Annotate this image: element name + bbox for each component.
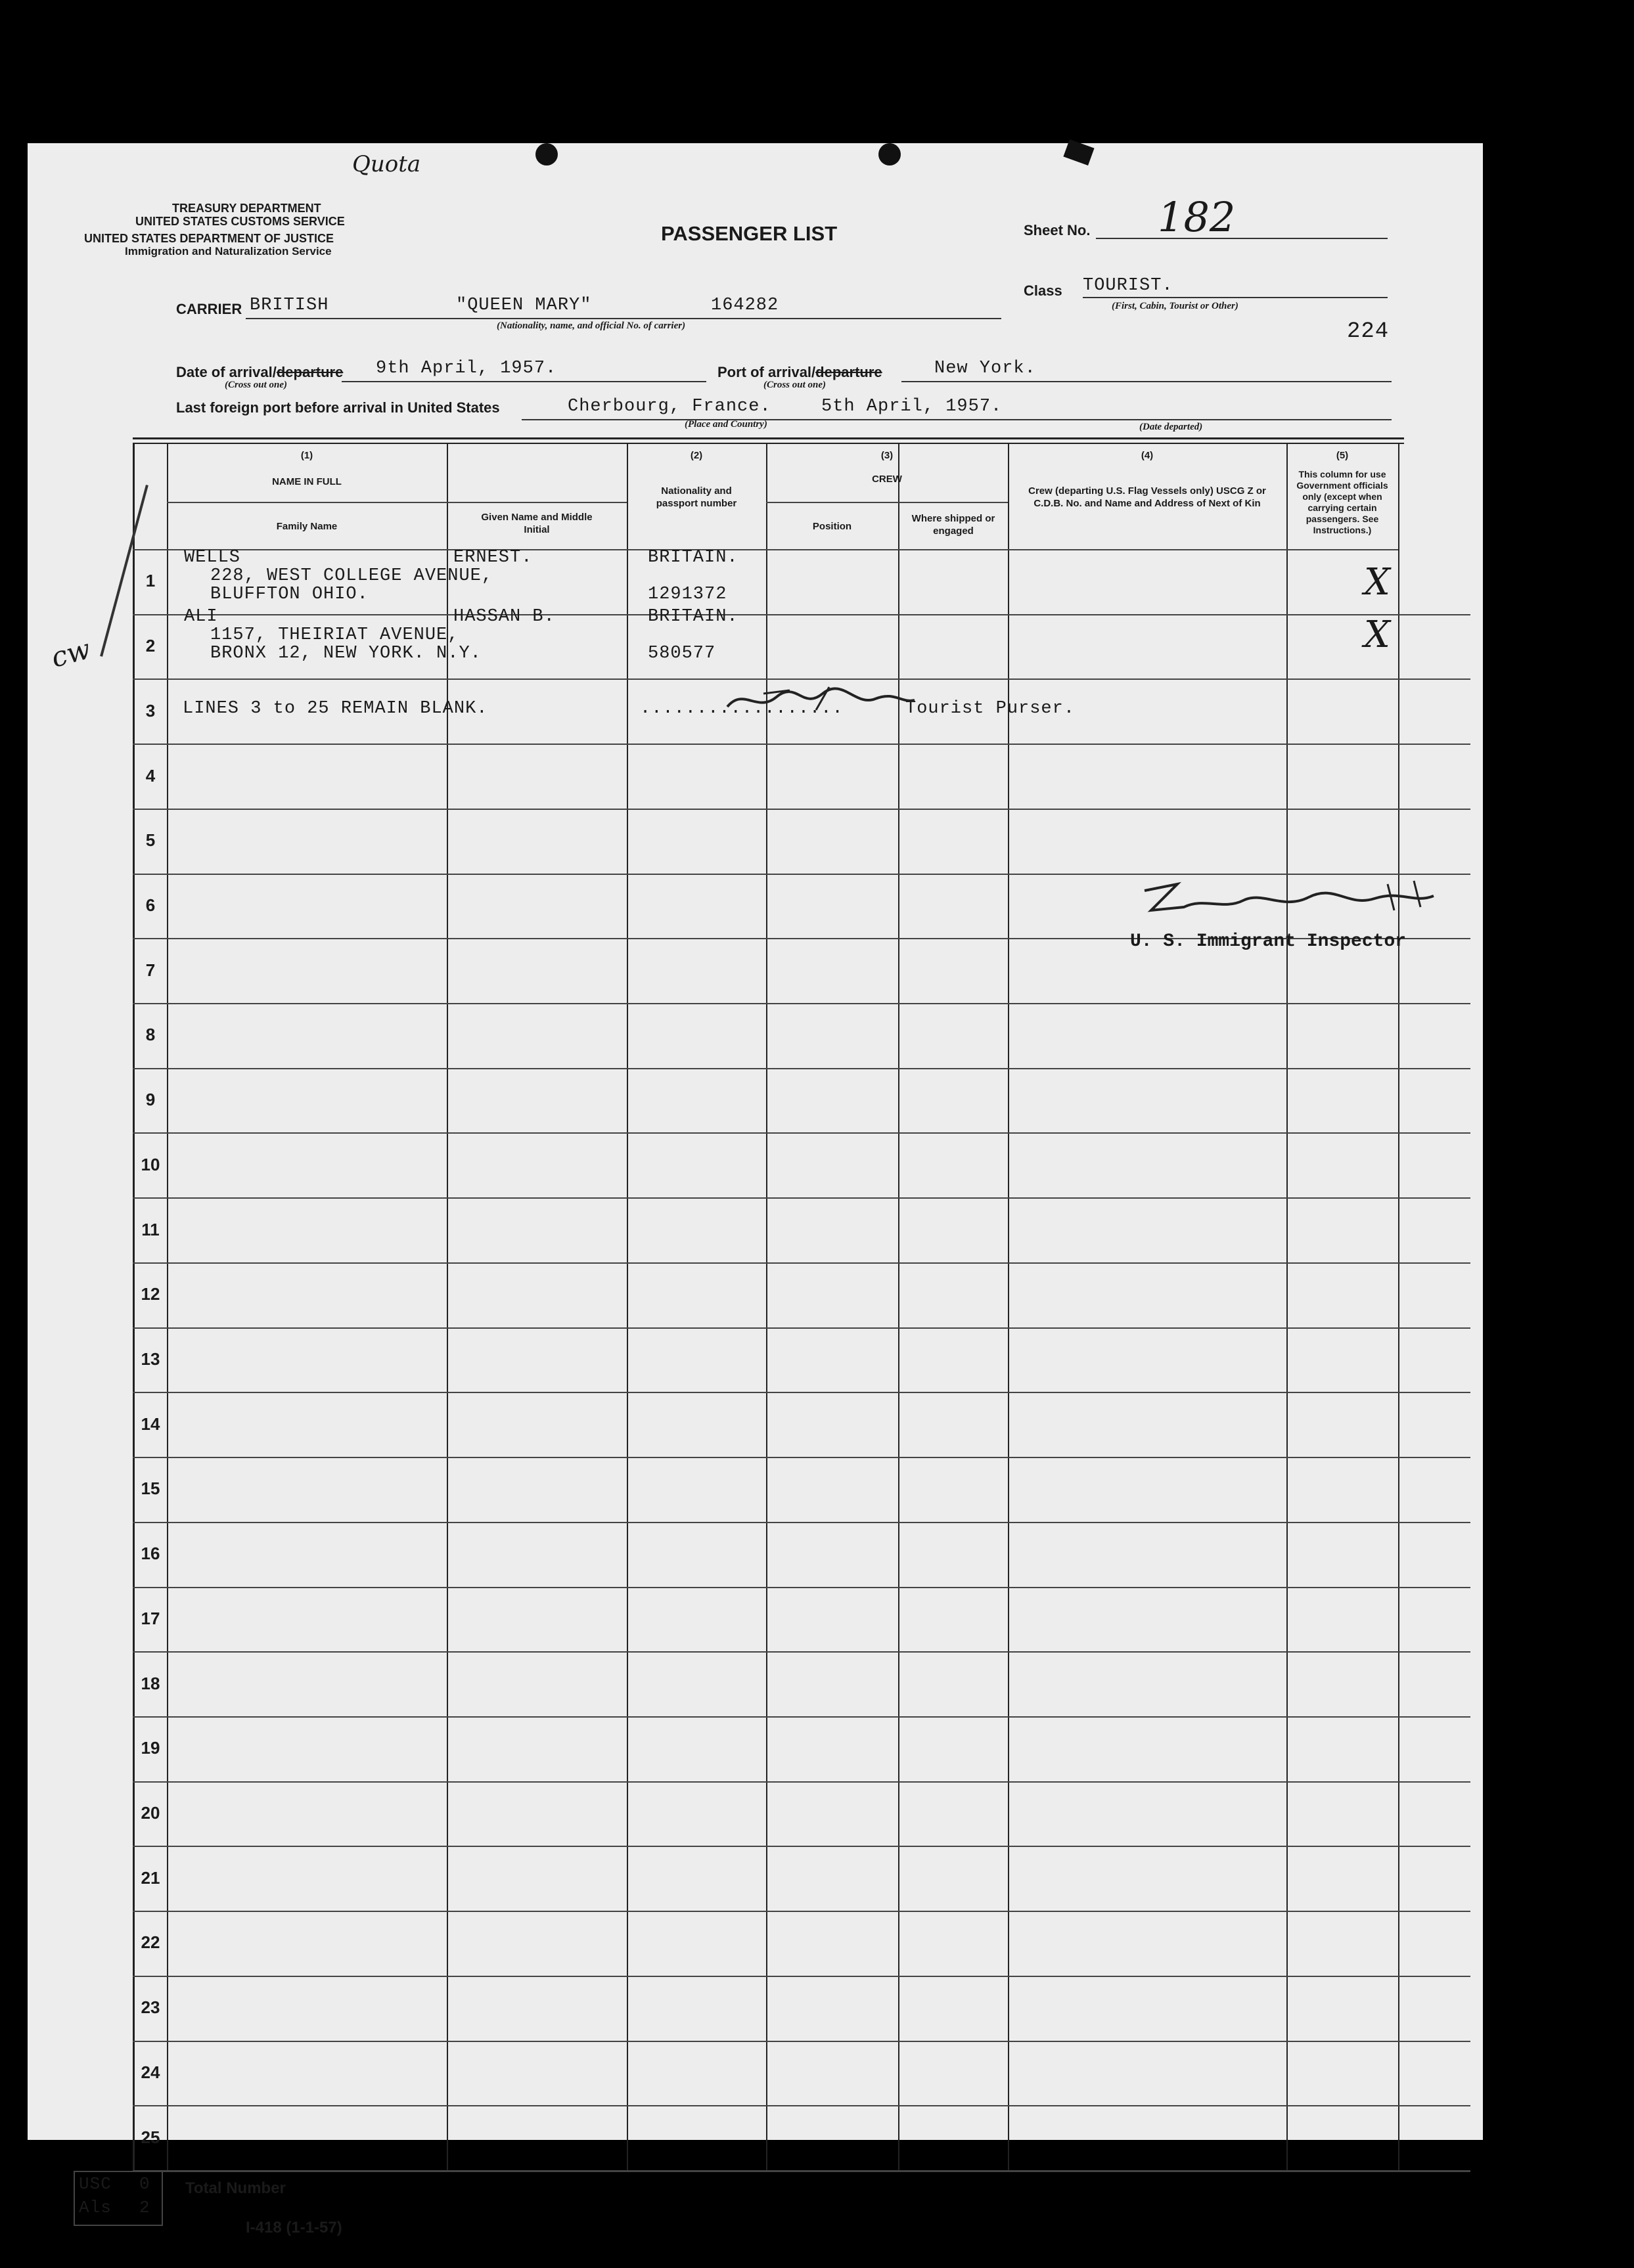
port-label-departure: departure [815, 364, 882, 380]
row-divider [133, 744, 1470, 745]
class-value: TOURIST. [1083, 276, 1173, 296]
row-number: 6 [145, 895, 156, 915]
row-number: 13 [141, 1349, 160, 1369]
table-line [133, 549, 1398, 550]
row-divider [133, 1262, 1470, 1264]
row-number: 10 [141, 1154, 160, 1174]
header-rule [133, 437, 1404, 439]
entry-1-x-mark: X [1364, 561, 1390, 604]
purser-title: Tourist Purser. [905, 699, 1076, 719]
agency-line-3: UNITED STATES DEPARTMENT OF JUSTICE [84, 232, 334, 245]
row-divider [133, 1392, 1470, 1393]
inspector-title: U. S. Immigrant Inspector [1130, 931, 1407, 952]
col5-title: This column for use Government officials only (except when carrying certain passengers. See Instructions.) [1296, 469, 1388, 535]
agency-line-1: TREASURY DEPARTMENT [172, 202, 321, 215]
col4-num: (4) [1141, 450, 1154, 461]
col3-title: CREW [872, 474, 902, 485]
inspector-signature [1138, 871, 1473, 923]
form-code: I-418 (1-1-57) [246, 2219, 342, 2236]
lastport-label: Last foreign port before arrival in United States [176, 399, 500, 416]
entry-2-given: HASSAN B. [453, 607, 555, 627]
entry-2-family: ALI [184, 607, 218, 627]
row-number: 9 [145, 1090, 156, 1110]
row-number: 18 [141, 1673, 160, 1693]
entry-1-given: ERNEST. [453, 548, 533, 567]
row-divider [133, 1846, 1470, 1847]
row-number: 2 [145, 636, 156, 656]
departed-note: (Date departed) [1139, 422, 1203, 432]
form-title: PASSENGER LIST [661, 222, 838, 245]
port-label-arrival: Port of arrival/ [717, 364, 816, 380]
sheet-number-handwritten: 182 [1158, 193, 1236, 241]
quota-handwriting: Quota [352, 151, 421, 177]
als-value: 2 [139, 2198, 150, 2217]
carrier-note: (Nationality, name, and official No. of carrier) [497, 321, 686, 331]
carrier-nationality: BRITISH [250, 296, 329, 315]
row-number: 12 [141, 1284, 160, 1304]
stamp-number: 224 [1347, 319, 1390, 344]
punch-hole [535, 143, 558, 166]
lastport-underline [522, 419, 1392, 420]
col2-num: (2) [690, 450, 703, 461]
entry-1-family: WELLS [184, 548, 241, 567]
als-label: Als [79, 2198, 112, 2217]
row-number: 21 [141, 1867, 160, 1888]
entry-2-address-2: BRONX 12, NEW YORK. N.Y. [210, 644, 482, 663]
row-divider [133, 1651, 1470, 1653]
usc-value: 0 [139, 2174, 150, 2194]
carrier-name: "QUEEN MARY" [456, 296, 592, 315]
table-line [766, 502, 1008, 503]
header-rule [133, 443, 1404, 444]
col5-num: (5) [1336, 450, 1349, 461]
row-divider [133, 1457, 1470, 1458]
row-number: 25 [141, 2127, 160, 2147]
row-divider [133, 1197, 1470, 1199]
row-number: 16 [141, 1544, 160, 1564]
carrier-label: CARRIER [176, 301, 242, 317]
row-number: 3 [145, 700, 156, 721]
date-note: (Cross out one) [225, 380, 288, 390]
sheet-label: Sheet No. [1024, 222, 1091, 238]
class-note: (First, Cabin, Tourist or Other) [1112, 301, 1238, 311]
row-number: 11 [141, 1219, 160, 1239]
row-divider [133, 809, 1470, 810]
agency-line-4: Immigration and Naturalization Service [125, 245, 332, 257]
row-number: 23 [141, 1997, 160, 2018]
row-divider [133, 1781, 1470, 1783]
table-line [167, 502, 627, 503]
row-number: 5 [145, 830, 156, 851]
departed-value: 5th April, 1957. [821, 397, 1003, 416]
entry-1-nationality: BRITAIN. [648, 548, 738, 567]
col1-title: NAME IN FULL [272, 476, 342, 487]
row-divider [133, 1003, 1470, 1004]
port-value: New York. [934, 359, 1036, 378]
lines-blank-remark: LINES 3 to 25 REMAIN BLANK. [183, 699, 488, 719]
col3-num: (3) [880, 450, 894, 461]
row-number: 7 [145, 960, 156, 980]
torn-corner [1063, 139, 1094, 166]
lastport-note: (Place and Country) [685, 419, 767, 430]
document-page [28, 143, 1483, 2236]
row-divider [133, 1911, 1470, 1912]
row-divider [133, 1068, 1470, 1069]
port-note: (Cross out one) [763, 380, 827, 390]
row-divider [133, 2170, 1470, 2172]
class-underline [1083, 297, 1388, 298]
entry-2-x-mark: X [1364, 613, 1390, 656]
row-number: 1 [145, 571, 156, 591]
row-divider [133, 2041, 1470, 2042]
agency-line-2: UNITED STATES CUSTOMS SERVICE [135, 215, 345, 228]
date-label-arrival: Date of arrival/ [176, 364, 277, 380]
date-value: 9th April, 1957. [376, 359, 557, 378]
entry-1-address-1: 228, WEST COLLEGE AVENUE, [210, 566, 493, 586]
entry-1-passport: 1291372 [648, 585, 727, 604]
carrier-underline [246, 318, 1001, 319]
row-number: 4 [145, 765, 156, 786]
row-divider [133, 1327, 1470, 1329]
row-number: 17 [141, 1608, 160, 1628]
row-number: 8 [145, 1025, 156, 1045]
row-divider [133, 1522, 1470, 1523]
port-label [717, 364, 882, 381]
entry-2-passport: 580577 [648, 644, 716, 663]
port-underline [901, 381, 1392, 382]
col1-given-header: Given Name and Middle Initial [481, 512, 593, 535]
date-underline [342, 381, 706, 382]
row-number: 19 [141, 1738, 160, 1758]
punch-hole [878, 143, 901, 166]
row-number: 24 [141, 2062, 160, 2082]
row-divider [133, 614, 1470, 615]
col4-title: Crew (departing U.S. Flag Vessels only) USCG Z or C.D.B. No. and Name and Address of Next of Kin [1028, 485, 1266, 509]
row-number: 15 [141, 1479, 160, 1499]
entry-1-address-2: BLUFFTON OHIO. [210, 585, 369, 604]
row-divider [133, 1132, 1470, 1134]
date-label-departure: departure [276, 364, 344, 380]
row-number: 14 [141, 1413, 160, 1434]
col1-family-header: Family Name [276, 521, 338, 532]
date-label [176, 364, 343, 381]
entry-2-address-1: 1157, THEIRIAT AVENUE, [210, 625, 459, 645]
class-label: Class [1024, 282, 1062, 299]
total-label: Total Number [185, 2179, 286, 2197]
carrier-number: 164282 [711, 296, 779, 315]
margin-mark: cw [47, 633, 94, 674]
row-divider [133, 1976, 1470, 1977]
usc-label: USC [79, 2174, 112, 2194]
lastport-value: Cherbourg, France. [568, 397, 771, 416]
col1-num: (1) [300, 450, 313, 461]
col2-title: Nationality and passport number [656, 485, 737, 509]
row-divider [133, 1587, 1470, 1588]
row-number: 22 [141, 1932, 160, 1953]
col3-position-header: Position [812, 521, 852, 532]
sheet-underline [1096, 238, 1388, 239]
row-divider [133, 2105, 1470, 2106]
row-divider [133, 1716, 1470, 1718]
entry-2-nationality: BRITAIN. [648, 607, 738, 627]
purser-dots: .................. [640, 699, 844, 719]
row-number: 20 [141, 1803, 160, 1823]
col3-shipped-header: Where shipped or engaged [911, 513, 995, 537]
purser-signature [724, 674, 921, 726]
